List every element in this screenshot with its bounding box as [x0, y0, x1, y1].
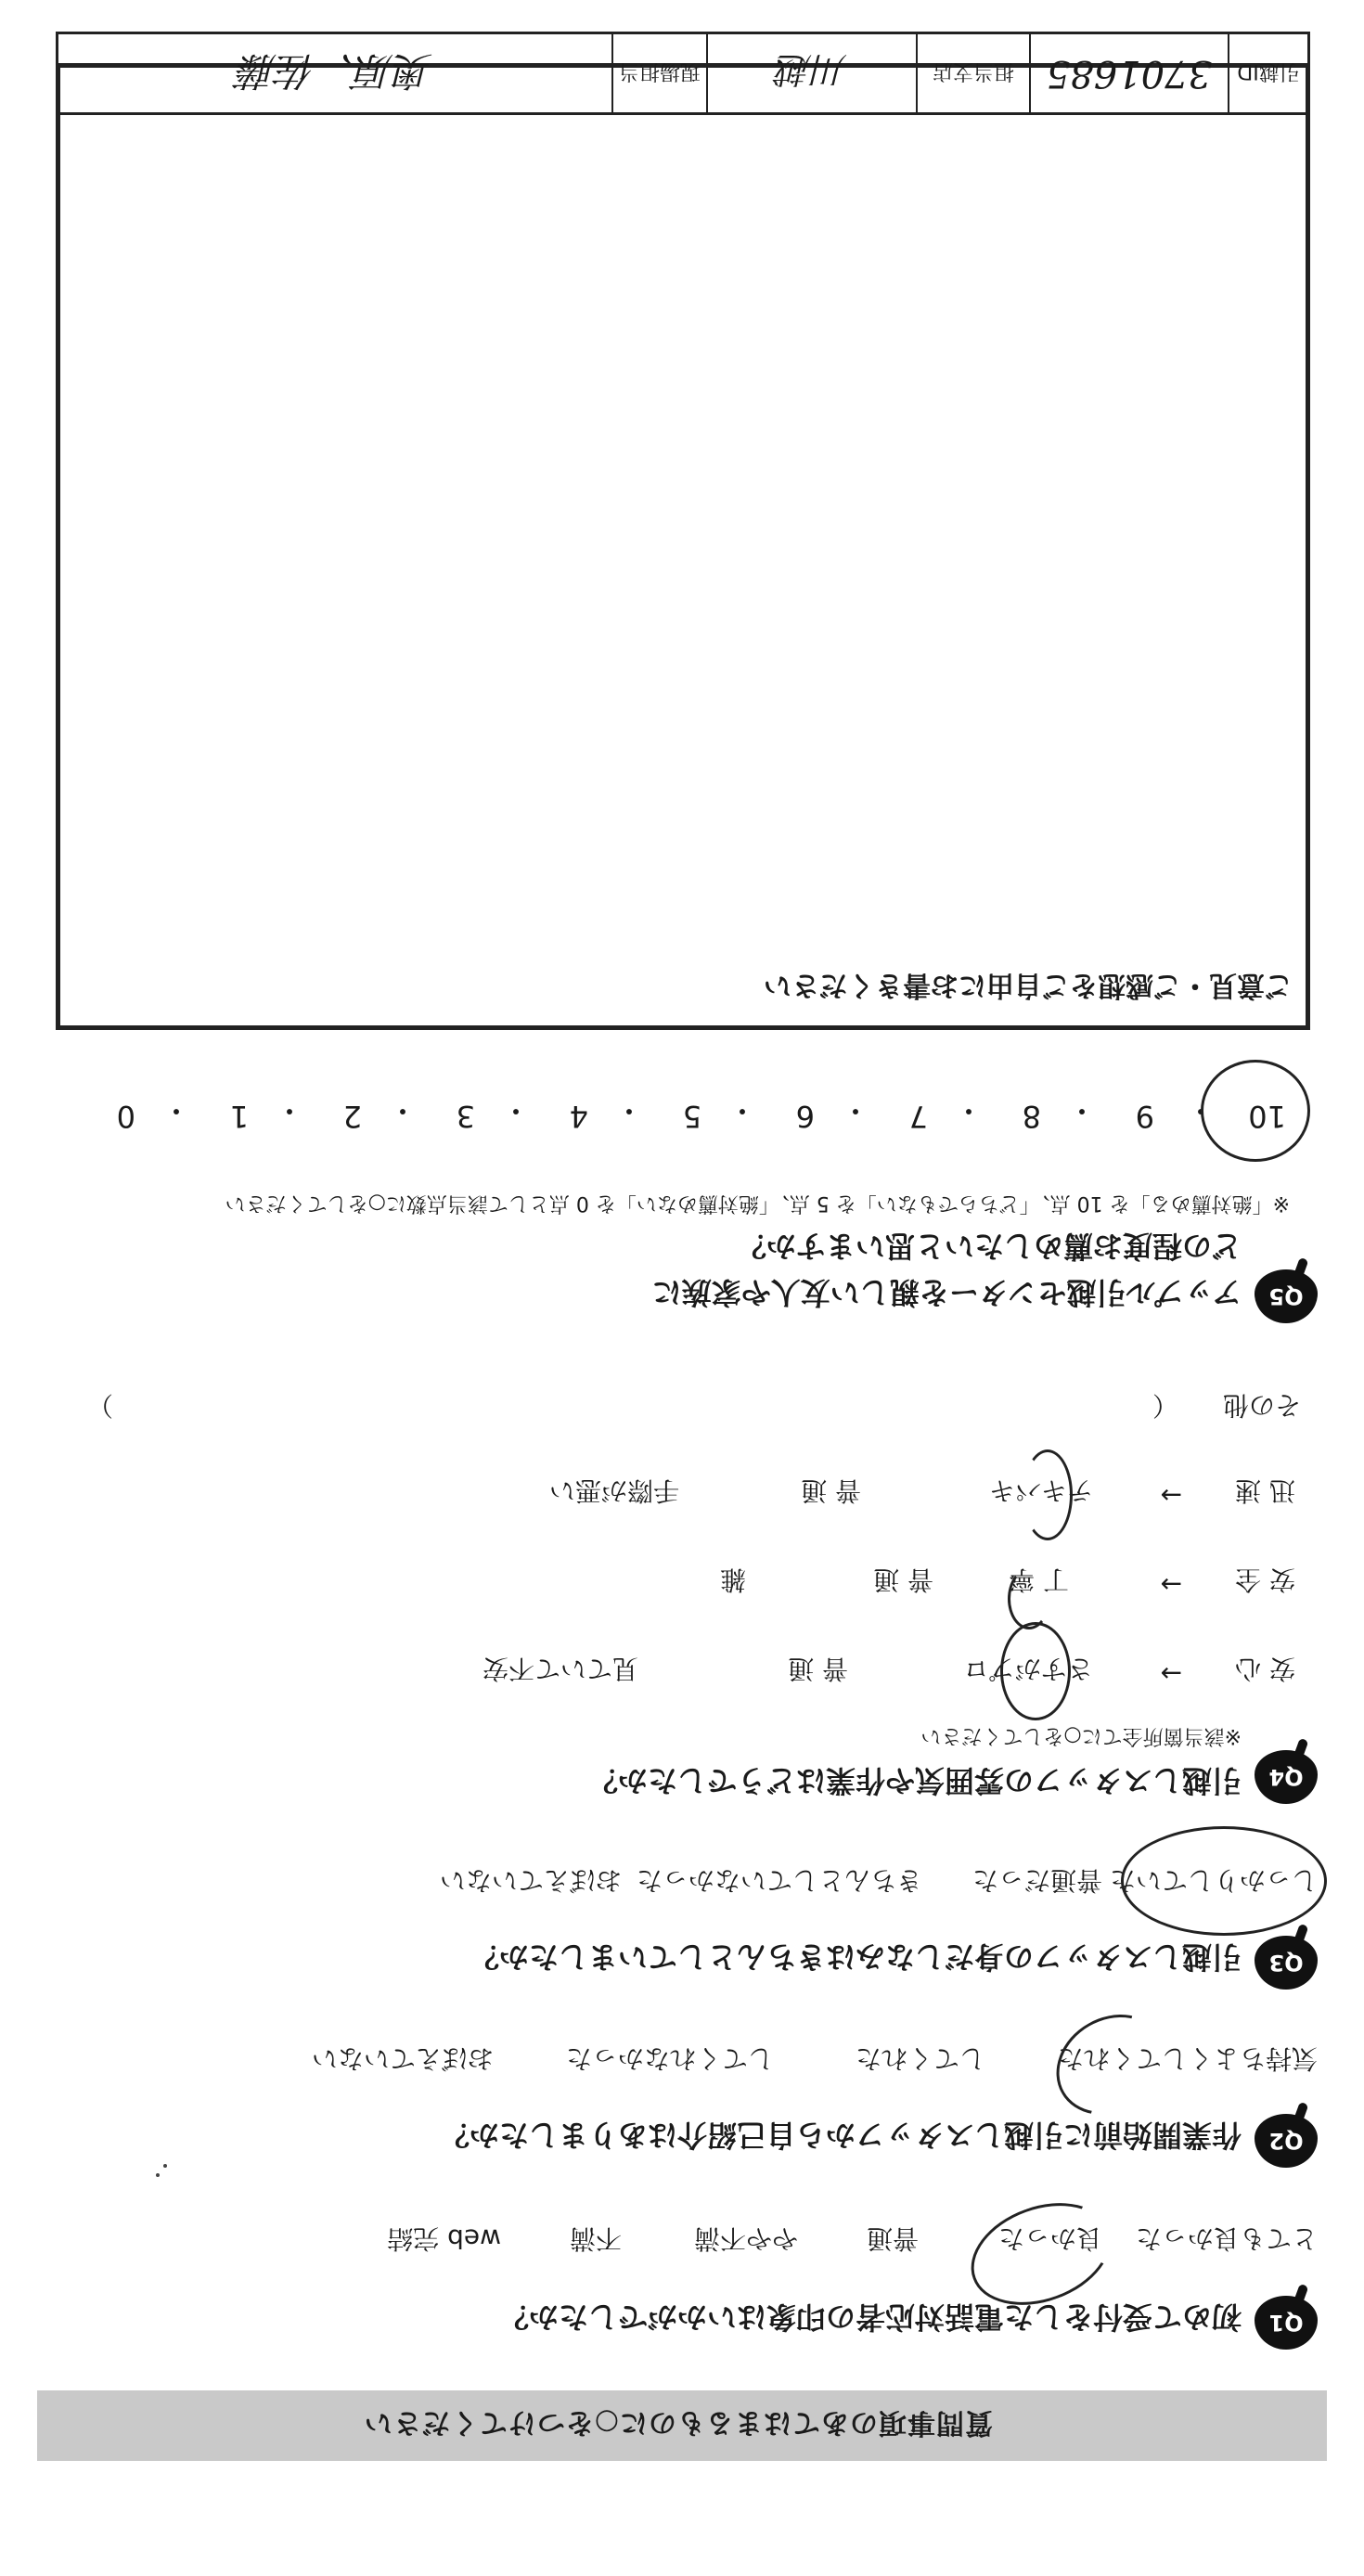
q1-option-web[interactable]: web 完結 — [387, 2223, 501, 2254]
q5-score-8[interactable]: 8 — [1022, 1099, 1041, 1134]
staff-label: 現場担当 — [611, 34, 706, 112]
q2-option-did[interactable]: してくれた — [855, 2043, 985, 2074]
q4-badge: Q4 — [1255, 1750, 1318, 1804]
q2-answer-mark — [1038, 1995, 1185, 2134]
q5-score-7[interactable]: 7 — [908, 1099, 928, 1134]
q5-score-4[interactable]: 4 — [569, 1099, 588, 1134]
q4-anshin-option-uneasy[interactable]: 見ていて不安 — [482, 1654, 638, 1684]
q4-row-jinsoku-arrow: → — [1160, 1480, 1182, 1511]
q4-row-anzen-arrow: → — [1160, 1569, 1182, 1600]
q5-score-6[interactable]: 6 — [795, 1099, 815, 1134]
q4-anzen-answer-mark — [1008, 1568, 1050, 1629]
q5-question-line1: アップル引越センターを親しい友人や家族に — [651, 1275, 1242, 1310]
q4-row-anzen-label: 安 全 — [1235, 1565, 1295, 1595]
q4-anshin-option-pro[interactable]: さすがプロ — [962, 1654, 1093, 1684]
q5-score-9[interactable]: 9 — [1135, 1099, 1154, 1134]
q4-anzen-option-careful[interactable]: 丁 寧 — [1009, 1565, 1069, 1595]
q2-option-pleasant[interactable]: 気持ちよくしてくれた — [1057, 2043, 1318, 2074]
instruction-text: 質問事項のあてはまるものに○をつけてください — [363, 2406, 993, 2439]
q5-score-1[interactable]: 1 — [229, 1099, 249, 1134]
q3-option-normal[interactable]: 普通だった — [972, 1865, 1102, 1896]
instruction-banner — [37, 2390, 1327, 2461]
q4-jinsoku-option-normal[interactable]: 普 通 — [801, 1475, 861, 1506]
q5-answer-mark — [1201, 1060, 1310, 1162]
q3-option-neat[interactable]: しっかりしていた — [1109, 1865, 1318, 1896]
comment-box[interactable] — [56, 63, 1310, 1030]
branch-label: 担当支店 — [916, 34, 1029, 112]
q3-option-dont-remember[interactable]: おぼえていない — [439, 1865, 622, 1896]
q4-other-label: その他 — [1222, 1390, 1301, 1421]
q4-row-anshin-arrow: → — [1160, 1658, 1182, 1689]
staff-value[interactable]: 奥原、佐藤 — [238, 48, 433, 94]
q5-score-5[interactable]: 5 — [682, 1099, 701, 1134]
q2-question: 作業開始前に引越しスタッフから自己紹介はありましたか？ — [439, 2118, 1242, 2153]
q4-anshin-answer-mark — [1000, 1622, 1071, 1720]
q3-question: 引越しスタッフの身だしなみはきちんとしていましたか？ — [469, 1939, 1242, 1975]
q4-anshin-option-normal[interactable]: 普 通 — [788, 1654, 848, 1684]
q4-other-open: （ — [1152, 1390, 1178, 1421]
q4-row-jinsoku-label: 迅 速 — [1235, 1475, 1295, 1506]
q5-score-3[interactable]: 3 — [456, 1099, 475, 1134]
q1-option-very-good[interactable]: とても良かった — [1135, 2223, 1318, 2254]
q4-other-close: ） — [86, 1390, 113, 1421]
q4-jinsoku-option-clumsy[interactable]: 手際が悪い — [548, 1475, 679, 1506]
id-value[interactable]: 3701685 — [1029, 34, 1228, 112]
id-label: 引越ID — [1228, 34, 1307, 112]
q3-answer-mark — [1121, 1826, 1327, 1936]
q4-note: ※該当箇所全てに○をしてください — [920, 1724, 1242, 1747]
comment-box-label: ご意見・ご感想をご自由にお書きください — [764, 969, 1293, 1001]
q1-option-good[interactable]: 良かった — [997, 2223, 1102, 2254]
q4-jinsoku-option-brisk[interactable]: テキパキ — [988, 1475, 1093, 1506]
q1-question: 初めて受付をした電話対応者の印象はいかがでしたか？ — [498, 2299, 1242, 2335]
q4-anzen-option-rough[interactable]: 雑 — [719, 1565, 746, 1595]
q5-badge: Q5 — [1255, 1269, 1318, 1323]
header-id-strip — [56, 32, 1310, 115]
comment-box-content[interactable] — [73, 81, 1293, 960]
q1-option-normal[interactable]: 普通 — [866, 2223, 919, 2254]
q4-jinsoku-answer-mark — [1023, 1449, 1073, 1540]
q4-row-anshin-label: 安 心 — [1235, 1654, 1295, 1684]
q5-score-2[interactable]: 2 — [342, 1099, 362, 1134]
q3-badge: Q3 — [1255, 1936, 1318, 1990]
q3-option-not-neat[interactable]: きちんとしていなかった — [636, 1865, 922, 1896]
q4-anzen-option-normal[interactable]: 普 通 — [873, 1565, 933, 1595]
q5-score-10[interactable]: 10 — [1248, 1099, 1286, 1134]
q2-option-dont-remember[interactable]: おぼえていない — [311, 2043, 494, 2074]
q5-score-0[interactable]: 0 — [116, 1099, 135, 1134]
q5-note: ※「絶対薦める」を 10 点、「どちらでもない」を 5 点、「絶対薦めない」を 0 点として該当点数に○をしてください — [225, 1191, 1290, 1215]
q1-badge: Q1 — [1255, 2296, 1318, 2350]
q4-question: 引越しスタッフの雰囲気や作業はどうでしたか？ — [587, 1763, 1242, 1798]
q5-question-line2: どの程度お薦めしたいと思いますか？ — [736, 1229, 1242, 1264]
survey-sheet: 質問事項のあてはまるものに○をつけてください Q1 初めて受付をした電話対応者の印象はいかがでしたか？ とても良かった 良かった 普通 やや不満 不満 web 完結 Q2 作業開始前に引越しスタッフから自己紹介はありましたか？ 気持ちよくしてくれた してくれた してくれなかった おぼえていない Q3 引越しスタッフの身だしなみはきちんとしていましたか？ しっかりしていた 普通だった きちんとしていなかった おぼえていない Q4 引越しスタッフの雰囲気や作業はどうでしたか？ ※該当箇所全てに○をしてください 安 心 → さすがプロ 普 通 見ていて不安 安 全 → 丁 寧 普 通 雑 迅 速 → テキパキ 普 通 手際が悪い その他 （ ） Q5 アップル引越センターを親しい友人や家族に どの程度お薦めしたいと思いますか？ ※「絶対薦める」を 10 点、「どちらでもない」を 5 点、「絶対薦めない」を 0 点として該当点数に○をしてください 10 9 8 7 6 5 4 3 2 1 0 ・ ・ ・ ・ ・ ・ ・ ・ ・ ・ ご意見・ご感想をご自由にお書きください 引越ID 3701685 担当支店 川越 現場担当 奥原、佐藤 — [0, 0, 1364, 2576]
q2-badge: Q2 — [1255, 2114, 1318, 2168]
q1-option-dissatisfied[interactable]: 不満 — [569, 2223, 622, 2254]
q2-option-did-not[interactable]: してくれなかった — [565, 2043, 774, 2074]
q1-option-slightly-dissatisfied[interactable]: やや不満 — [693, 2223, 798, 2254]
branch-value[interactable]: 川越 — [706, 34, 916, 112]
